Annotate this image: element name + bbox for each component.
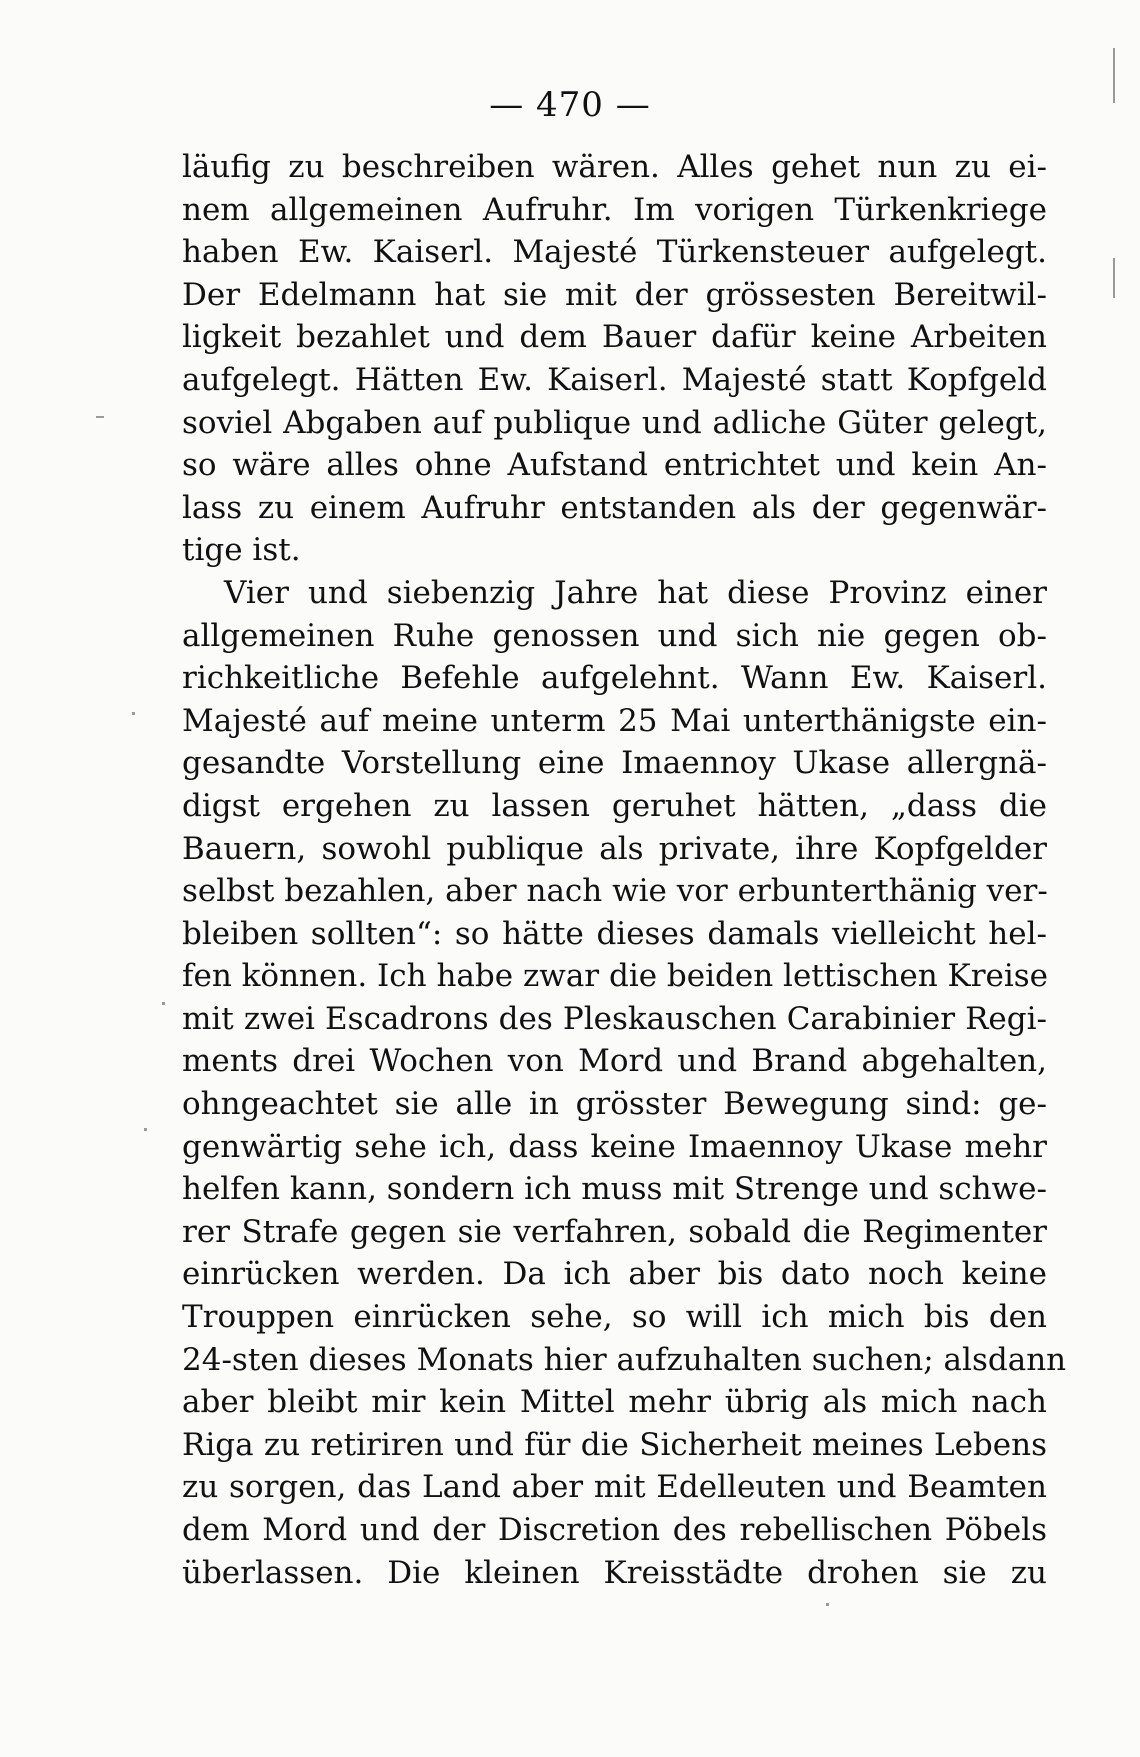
text-line: Vier und siebenzig Jahre hat diese Provinz einer: [224, 574, 1047, 611]
text-line: läufig zu beschreiben wären. Alles gehet nun zu ei-: [182, 149, 1047, 185]
text-line: Bauern, sowohl publique als private, ihre Kopfgelder: [182, 830, 1047, 867]
body-text: [182, 146, 1067, 1594]
scan-dot: [826, 1603, 829, 1606]
text-line: lass zu einem Aufruhr entstanden als der gegenwär-: [182, 489, 1047, 526]
text-line: Der Edelmann hat sie mit der grössesten Bereitwil-: [182, 276, 1047, 313]
text-line: allgemeinen Ruhe genossen und sich nie gegen ob-: [182, 617, 1047, 654]
text-line: zu sorgen, das Land aber mit Edelleuten und Beamten: [182, 1469, 1047, 1506]
text-line: tige ist.: [182, 532, 301, 569]
scan-dot: [144, 1128, 147, 1131]
text-line: dem Mord und der Discretion des rebellischen Pöbels: [182, 1512, 1047, 1548]
text-line: aber bleibt mir kein Mittel mehr übrig als mich nach: [182, 1384, 1047, 1421]
scan-edge-mark: [1113, 48, 1115, 103]
text-line: Riga zu retiriren und für die Sicherheit meines Lebens: [182, 1426, 1047, 1463]
text-line: ments drei Wochen von Mord und Brand abgehalten,: [182, 1043, 1047, 1080]
text-line: bleiben sollten“: so hätte dieses damals vielleicht hel-: [182, 915, 1047, 952]
text-line: richkeitliche Befehle aufgelehnt. Wann Ew. Kaiserl.: [182, 660, 1047, 697]
text-line: aufgelegt. Hätten Ew. Kaiserl. Majesté statt Kopfgeld: [182, 361, 1047, 398]
text-line: digst ergehen zu lassen geruhet hätten, „dass die: [182, 787, 1047, 824]
text-line: gesandte Vorstellung eine Imaennoy Ukase allergnä-: [182, 745, 1047, 782]
page-number: — 470 —: [489, 85, 651, 125]
scan-dot: [96, 416, 104, 418]
text-line: haben Ew. Kaiserl. Majesté Türkensteuer aufgelegt.: [182, 234, 1047, 271]
scan-edge-mark: [1113, 258, 1115, 298]
text-line: mit zwei Escadrons des Pleskauschen Carabinier Regi-: [182, 1000, 1047, 1037]
text-line: selbst bezahlen, aber nach wie vor erbunterthänig ver-: [182, 873, 1048, 910]
text-line: nem allgemeinen Aufruhr. Im vorigen Türkenkriege: [182, 191, 1047, 228]
text-line: soviel Abgaben auf publique und adliche Güter gelegt,: [182, 404, 1047, 441]
text-line: überlassen. Die kleinen Kreisstädte drohen sie zu: [182, 1554, 1047, 1591]
text-line: ligkeit bezahlet und dem Bauer dafür keine Arbeiten: [182, 319, 1047, 356]
text-line: einrücken werden. Da ich aber bis dato noch keine: [182, 1256, 1047, 1293]
text-line: Majesté auf meine unterm 25 Mai unterthänigste ein-: [182, 702, 1047, 739]
scan-dot: [162, 1002, 165, 1005]
text-line: helfen kann, sondern ich muss mit Strenge und schwe-: [182, 1171, 1047, 1208]
text-line: fen können. Ich habe zwar die beiden lettischen Kreise: [182, 958, 1049, 995]
scan-dot: [132, 712, 135, 715]
text-line: rer Strafe gegen sie verfahren, sobald die Regimenter: [182, 1213, 1047, 1250]
text-line: so wäre alles ohne Aufstand entrichtet und kein An-: [182, 447, 1047, 484]
text-line: ohngeachtet sie alle in grösster Bewegung sind: ge-: [182, 1086, 1047, 1123]
text-line: 24-sten dieses Monats hier aufzuhalten suchen; alsdann: [182, 1341, 1067, 1378]
text-line: Trouppen einrücken sehe, so will ich mich bis den: [182, 1299, 1047, 1336]
text-line: genwärtig sehe ich, dass keine Imaennoy Ukase mehr: [182, 1128, 1047, 1165]
